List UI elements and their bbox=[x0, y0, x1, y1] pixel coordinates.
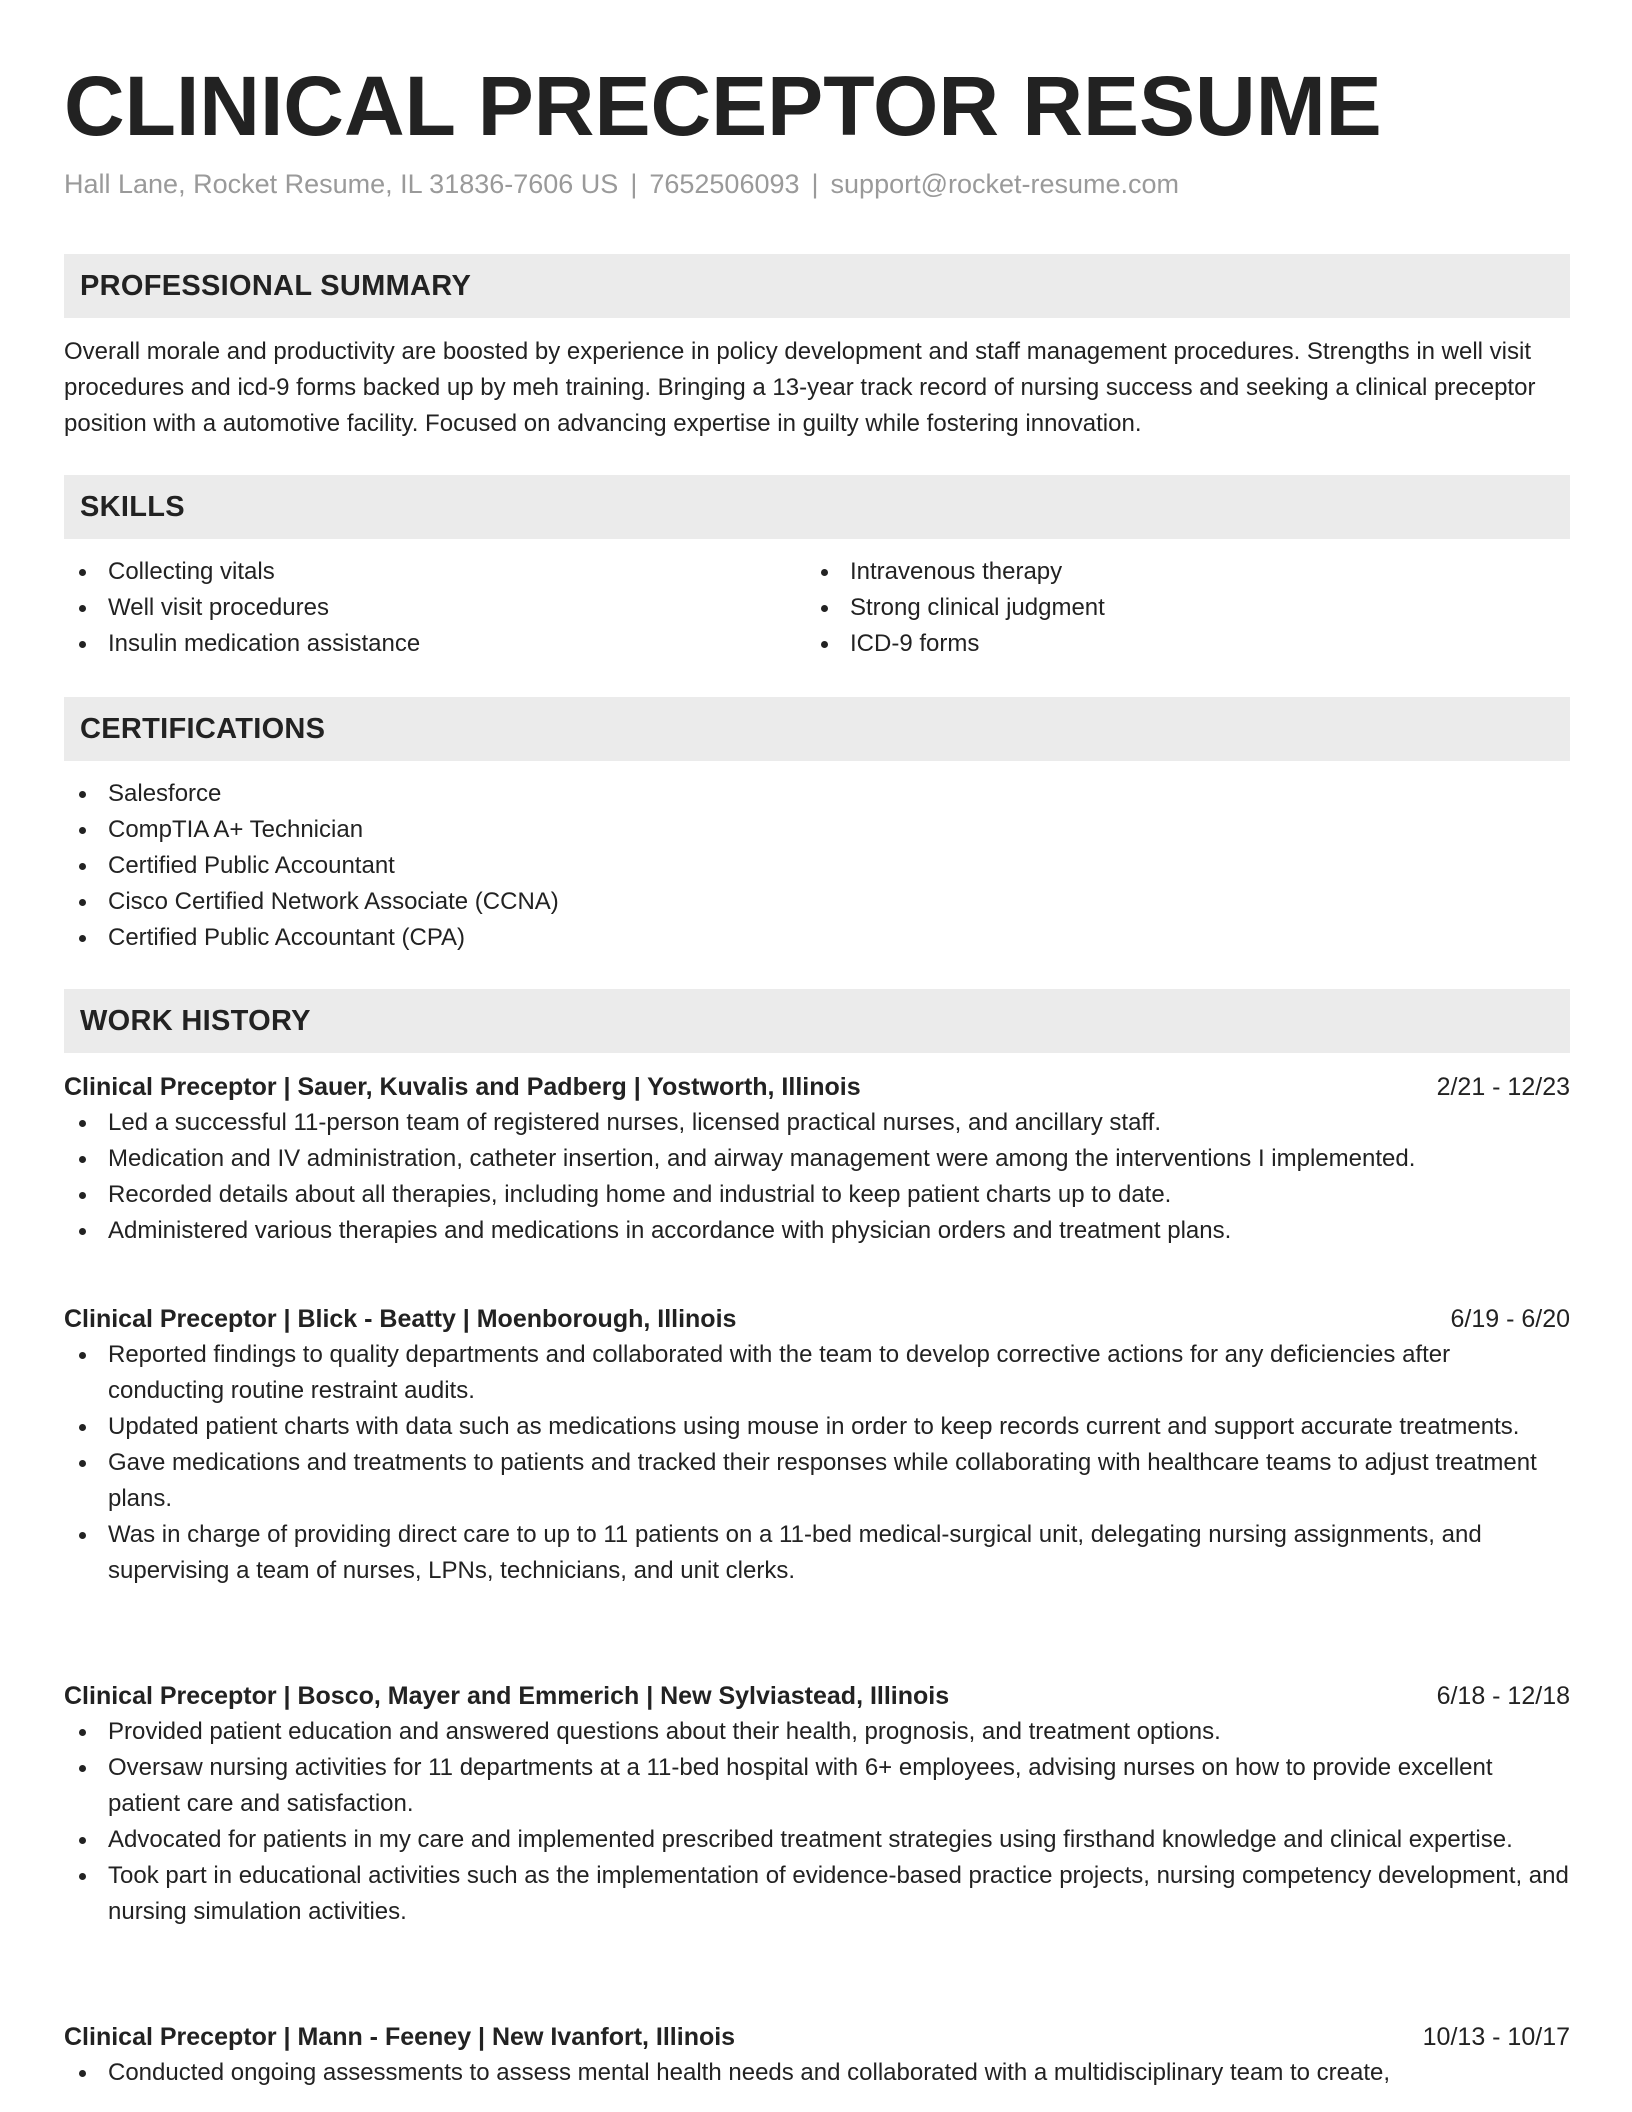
certification-text: Certified Public Accountant bbox=[108, 852, 395, 879]
job-bullet-text: Recorded details about all therapies, including home and industrial to keep patient charts up to date. bbox=[108, 1181, 1172, 1208]
job-header bbox=[64, 1069, 1570, 1105]
skill-text: Intravenous therapy bbox=[850, 558, 1063, 585]
job-entry bbox=[64, 1069, 1570, 1249]
list-item bbox=[64, 776, 1570, 812]
bullet-icon bbox=[79, 1192, 86, 1199]
job-bullet-text: Conducted ongoing assessments to assess mental health needs and collaborated with a multidisciplinary team to create, bbox=[108, 2059, 1391, 2086]
skill-text: Well visit procedures bbox=[108, 594, 329, 621]
job-bullet-text: Administered various therapies and medications in accordance with physician orders and treatment plans. bbox=[108, 1217, 1232, 1244]
bullet-icon bbox=[79, 1460, 86, 1467]
list-item bbox=[64, 554, 804, 590]
bullet-icon bbox=[79, 1424, 86, 1431]
list-item bbox=[64, 1445, 1570, 1517]
job-bullet-text: Advocated for patients in my care and implemented prescribed treatment strategies using firsthand knowledge and clinical expertise. bbox=[108, 1826, 1513, 1853]
certification-text: Cisco Certified Network Associate (CCNA) bbox=[108, 888, 559, 915]
bullet-icon bbox=[79, 863, 86, 870]
list-item bbox=[64, 1213, 1570, 1249]
bullet-icon bbox=[79, 1729, 86, 1736]
list-item bbox=[64, 1177, 1570, 1213]
skills-list-left bbox=[64, 554, 804, 662]
bullet-icon bbox=[79, 1532, 86, 1539]
certifications-list bbox=[64, 776, 1570, 956]
list-item bbox=[64, 1517, 1570, 1589]
job-header bbox=[64, 1301, 1570, 1337]
skill-text: Insulin medication assistance bbox=[108, 630, 421, 657]
section-title-certifications: CERTIFICATIONS bbox=[80, 713, 326, 745]
contact-separator: | bbox=[630, 169, 638, 199]
skills-column-right bbox=[806, 554, 1546, 662]
job-title: Clinical Preceptor | Mann - Feeney | New Ivanfort, Illinois bbox=[64, 2023, 736, 2051]
resume-title: CLINICAL PRECEPTOR RESUME bbox=[64, 59, 1382, 153]
summary-text: Overall morale and productivity are boosted by experience in policy development and staff management procedures. Strengths in well visit procedures and icd-9 forms backed up by meh training. Bringing a 13-year track record of nursing success and seeking a clinical preceptor position with a automotive facility. Focused on advancing expertise in guilty while fostering innovation. bbox=[64, 338, 1536, 437]
section-title-work-history: WORK HISTORY bbox=[80, 1005, 311, 1037]
list-item bbox=[64, 590, 804, 626]
section-header-work-history bbox=[64, 989, 1570, 1053]
bullet-icon bbox=[79, 569, 86, 576]
bullet-icon bbox=[79, 935, 86, 942]
bullet-icon bbox=[79, 605, 86, 612]
bullet-icon bbox=[79, 1228, 86, 1235]
job-entry bbox=[64, 1301, 1570, 1589]
bullet-icon bbox=[79, 1156, 86, 1163]
bullet-icon bbox=[79, 899, 86, 906]
job-bullets bbox=[64, 1105, 1570, 1249]
skill-text: Collecting vitals bbox=[108, 558, 275, 585]
bullet-icon bbox=[79, 791, 86, 798]
job-bullets bbox=[64, 2055, 1570, 2091]
list-item bbox=[64, 1409, 1570, 1445]
list-item bbox=[64, 2055, 1570, 2091]
bullet-icon bbox=[821, 641, 828, 648]
job-dates: 10/13 - 10/17 bbox=[1422, 2023, 1570, 2051]
job-header bbox=[64, 2019, 1570, 2055]
list-item bbox=[64, 812, 1570, 848]
certifications-block bbox=[64, 776, 1570, 956]
certification-text: Salesforce bbox=[108, 780, 222, 807]
bullet-icon bbox=[79, 1837, 86, 1844]
job-title: Clinical Preceptor | Bosco, Mayer and Emmerich | New Sylviastead, Illinois bbox=[64, 1682, 950, 1710]
skills-list-right bbox=[806, 554, 1546, 662]
job-entry bbox=[64, 1678, 1570, 1930]
certification-text: Certified Public Accountant (CPA) bbox=[108, 924, 466, 951]
skills-column-left bbox=[64, 554, 804, 662]
job-bullet-text: Reported findings to quality departments and collaborated with the team to develop corrective actions for any deficiencies after conducting routine restraint audits. bbox=[108, 1341, 1451, 1404]
bullet-icon bbox=[79, 1352, 86, 1359]
list-item bbox=[64, 626, 804, 662]
bullet-icon bbox=[79, 1765, 86, 1772]
job-bullet-text: Updated patient charts with data such as medications using mouse in order to keep records current and support accurate treatments. bbox=[108, 1413, 1520, 1440]
section-header-skills bbox=[64, 475, 1570, 539]
bullet-icon bbox=[79, 2070, 86, 2077]
bullet-icon bbox=[821, 569, 828, 576]
contact-separator: | bbox=[811, 169, 819, 199]
job-bullets bbox=[64, 1337, 1570, 1589]
job-bullet-text: Provided patient education and answered questions about their health, prognosis, and treatment options. bbox=[108, 1718, 1221, 1745]
list-item bbox=[64, 848, 1570, 884]
job-bullet-text: Medication and IV administration, catheter insertion, and airway management were among the interventions I implemented. bbox=[108, 1145, 1416, 1172]
list-item bbox=[806, 554, 1546, 590]
list-item bbox=[64, 1822, 1570, 1858]
contact-line bbox=[64, 164, 1179, 204]
job-title: Clinical Preceptor | Blick - Beatty | Moenborough, Illinois bbox=[64, 1305, 737, 1333]
list-item bbox=[64, 884, 1570, 920]
bullet-icon bbox=[79, 641, 86, 648]
job-dates: 2/21 - 12/23 bbox=[1436, 1073, 1570, 1101]
job-bullet-text: Was in charge of providing direct care to up to 11 patients on a 11-bed medical-surgical unit, delegating nursing assignments, and supervising a team of nurses, LPNs, technicians, and unit clerks. bbox=[108, 1521, 1482, 1584]
bullet-icon bbox=[821, 605, 828, 612]
list-item bbox=[64, 1750, 1570, 1822]
list-item bbox=[64, 1141, 1570, 1177]
skill-text: Strong clinical judgment bbox=[850, 594, 1105, 621]
list-item bbox=[64, 1858, 1570, 1930]
list-item bbox=[806, 626, 1546, 662]
list-item bbox=[64, 920, 1570, 956]
job-bullet-text: Took part in educational activities such as the implementation of evidence-based practice projects, nursing competency development, and nursing simulation activities. bbox=[108, 1862, 1569, 1925]
job-dates: 6/19 - 6/20 bbox=[1450, 1305, 1570, 1333]
job-header bbox=[64, 1678, 1570, 1714]
contact-address: Hall Lane, Rocket Resume, IL 31836-7606 US bbox=[64, 169, 619, 199]
job-bullet-text: Oversaw nursing activities for 11 departments at a 11-bed hospital with 6+ employees, advising nurses on how to provide excellent patient care and satisfaction. bbox=[108, 1754, 1493, 1817]
job-dates: 6/18 - 12/18 bbox=[1436, 1682, 1570, 1710]
section-header-summary bbox=[64, 254, 1570, 318]
job-entry bbox=[64, 2019, 1570, 2091]
job-bullet-text: Led a successful 11-person team of registered nurses, licensed practical nurses, and ancillary staff. bbox=[108, 1109, 1161, 1136]
job-bullet-text: Gave medications and treatments to patients and tracked their responses while collaborating with healthcare teams to adjust treatment plans. bbox=[108, 1449, 1537, 1512]
bullet-icon bbox=[79, 1873, 86, 1880]
certification-text: CompTIA A+ Technician bbox=[108, 816, 364, 843]
list-item bbox=[64, 1337, 1570, 1409]
section-title-skills: SKILLS bbox=[80, 491, 185, 523]
list-item bbox=[64, 1105, 1570, 1141]
contact-phone: 7652506093 bbox=[649, 169, 800, 199]
section-header-certifications bbox=[64, 697, 1570, 761]
bullet-icon bbox=[79, 827, 86, 834]
list-item bbox=[64, 1714, 1570, 1750]
job-title: Clinical Preceptor | Sauer, Kuvalis and Padberg | Yostworth, Illinois bbox=[64, 1073, 861, 1101]
skill-text: ICD-9 forms bbox=[850, 630, 980, 657]
job-bullets bbox=[64, 1714, 1570, 1930]
bullet-icon bbox=[79, 1120, 86, 1127]
contact-email[interactable]: support@rocket-resume.com bbox=[830, 169, 1180, 199]
list-item bbox=[806, 590, 1546, 626]
section-title-summary: PROFESSIONAL SUMMARY bbox=[80, 270, 472, 302]
